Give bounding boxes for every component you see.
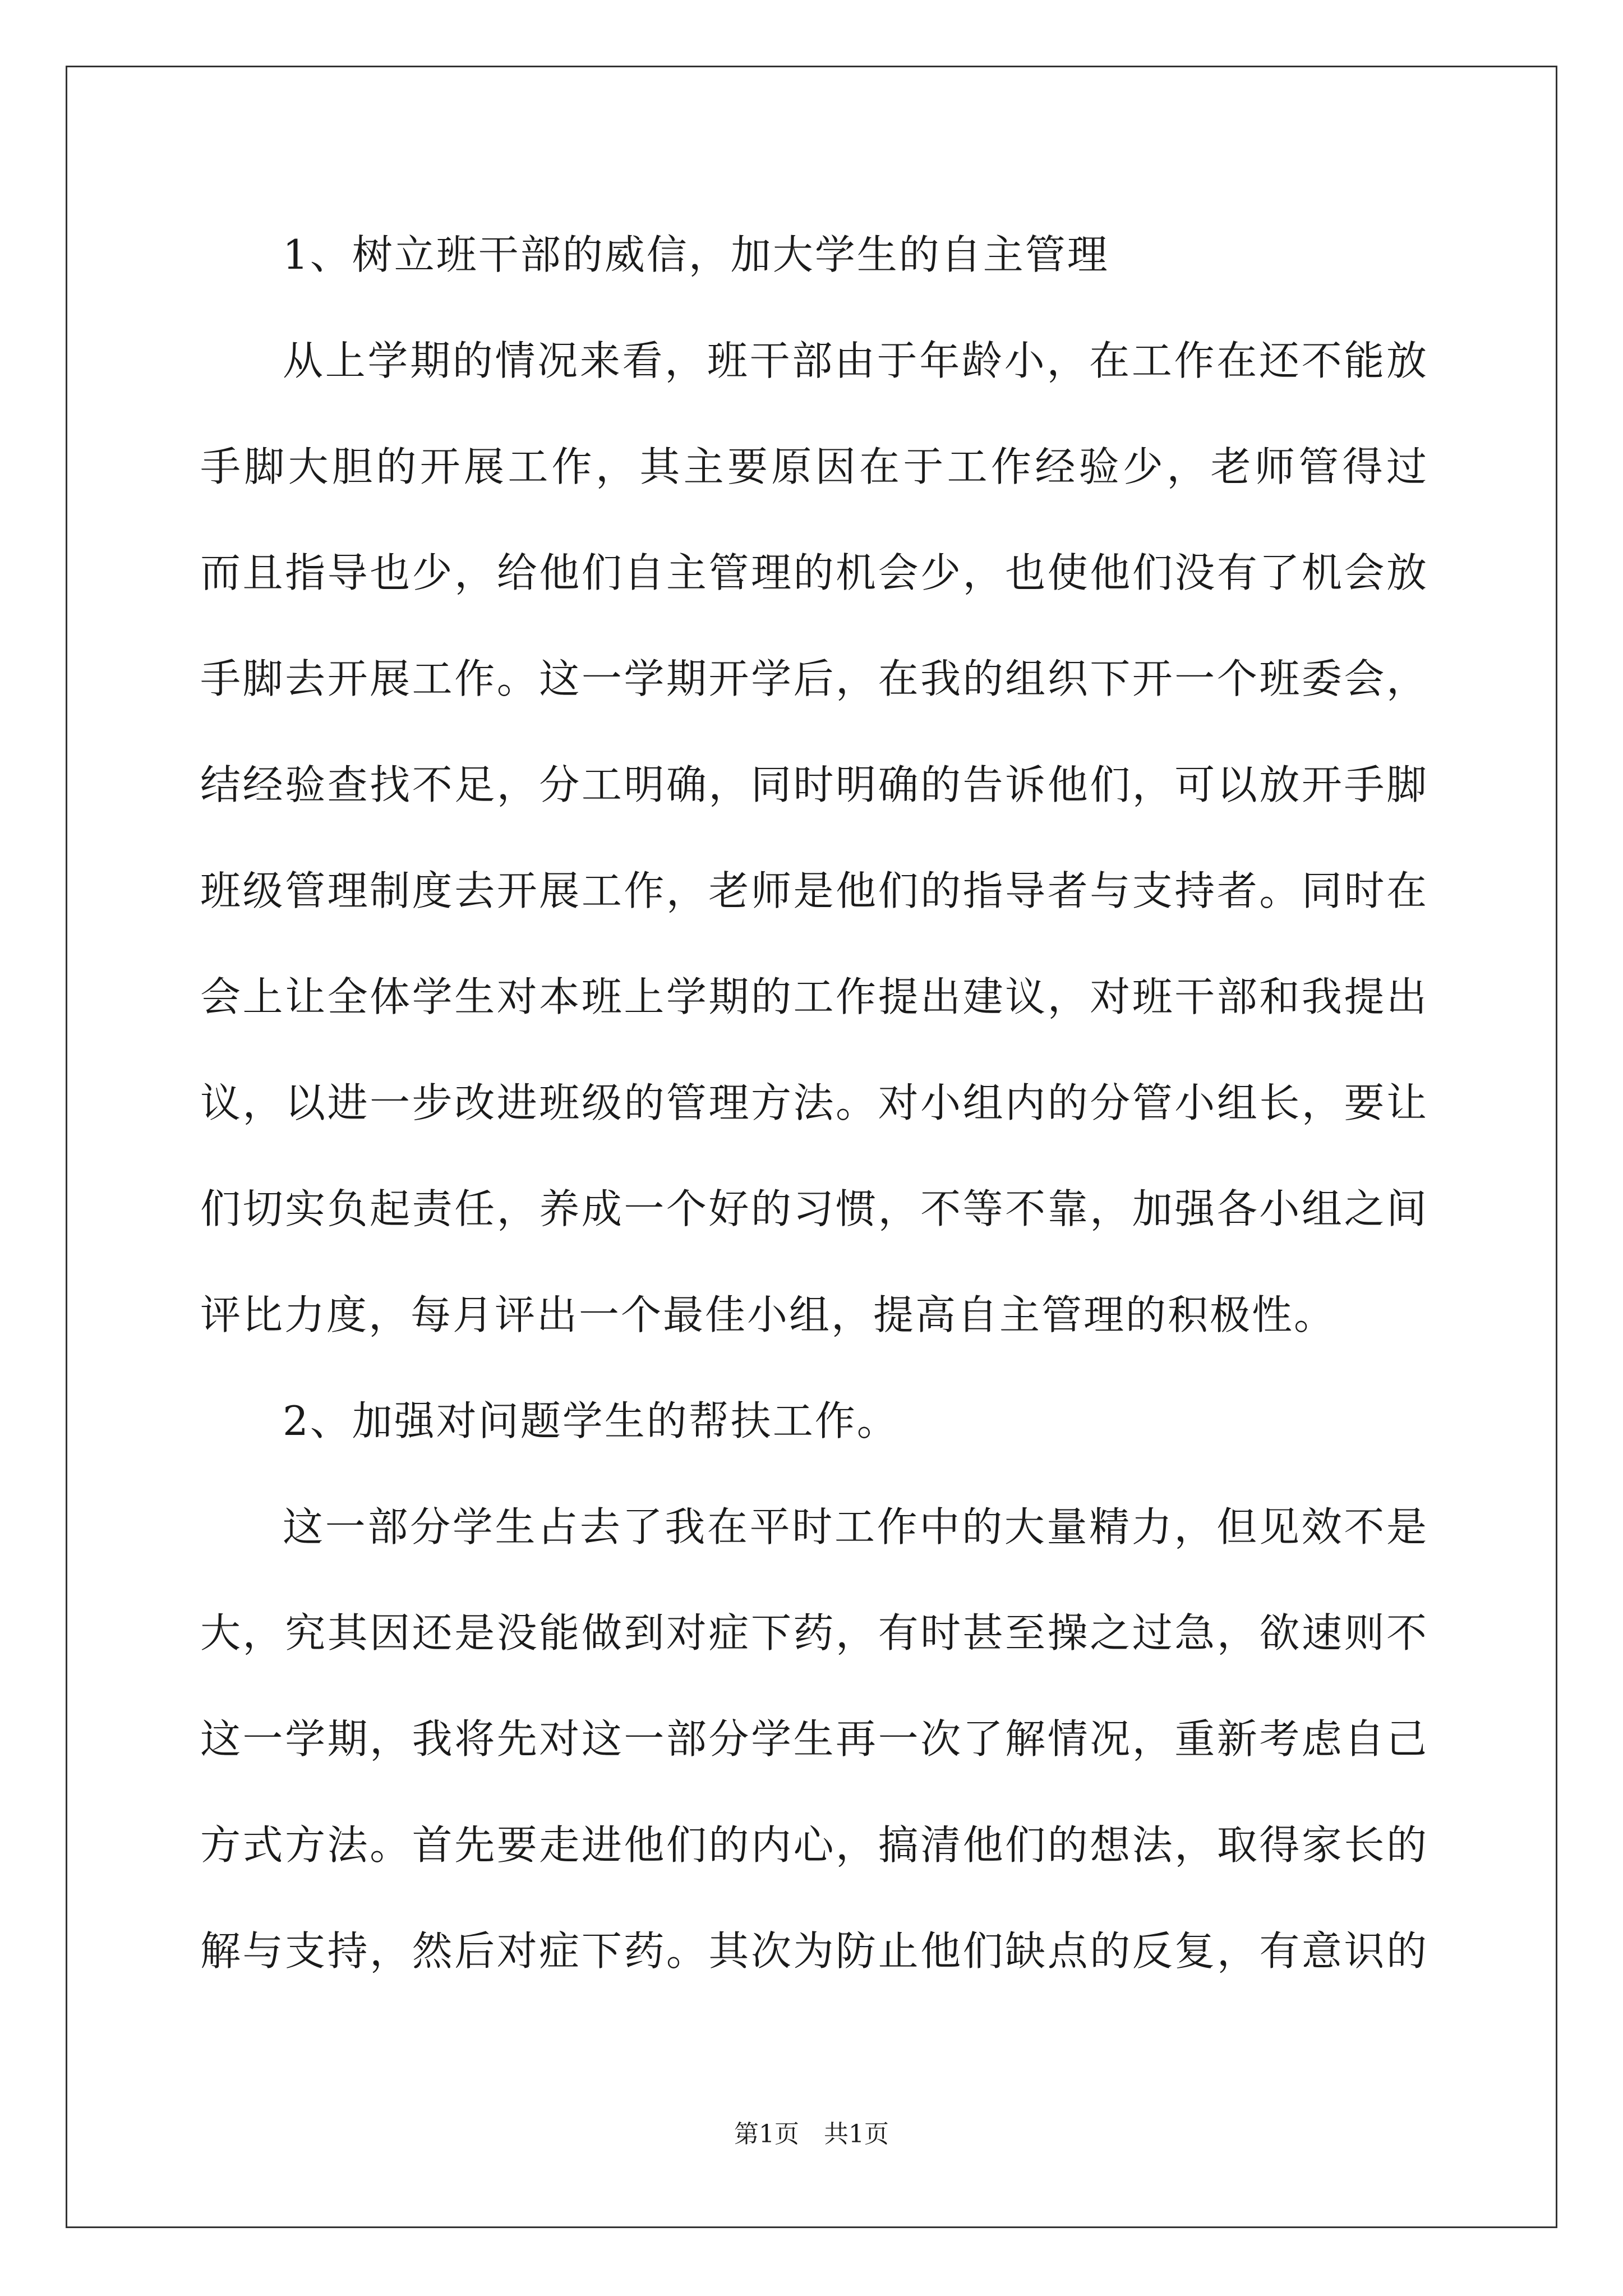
document-line: 结经验查找不足，分工明确，同时明确的告诉他们，可以放开手脚 (200, 761, 1428, 808)
document-line: 议，以进一步改进班级的管理方法。对小组内的分管小组长，要让 (200, 1079, 1428, 1126)
document-body (200, 202, 1428, 2004)
document-line: 这一学期，我将先对这一部分学生再一次了解情况，重新考虑自己 (200, 1715, 1428, 1763)
document-line: 1、树立班干部的威信，加大学生的自主管理 (283, 231, 1109, 278)
document-line: 方式方法。首先要走进他们的内心，搞清他们的想法，取得家长的 (200, 1821, 1428, 1869)
document-line: 手脚去开展工作。这一学期开学后，在我的组织下开一个班委会， (200, 655, 1428, 702)
document-line: 2、加强对问题学生的帮扶工作。 (283, 1397, 899, 1444)
page-number-label: 第1页 共1页 (734, 2120, 889, 2148)
document-line: 班级管理制度去开展工作，老师是他们的指导者与支持者。同时在 (200, 867, 1428, 914)
document-line: 会上让全体学生对本班上学期的工作提出建议，对班干部和我提出 (200, 973, 1428, 1020)
document-line: 解与支持，然后对症下药。其次为防止他们缺点的反复，有意识的 (200, 1927, 1428, 1975)
document-line: 而且指导也少，给他们自主管理的机会少，也使他们没有了机会放 (200, 549, 1428, 596)
document-line: 这一部分学生占去了我在平时工作中的大量精力，但见效不是 (283, 1503, 1428, 1550)
document-line: 评比力度，每月评出一个最佳小组，提高自主管理的积极性。 (200, 1291, 1336, 1338)
document-line: 大，究其因还是没能做到对症下药，有时甚至操之过急，欲速则不 (200, 1609, 1428, 1657)
document-line: 从上学期的情况来看，班干部由于年龄小，在工作在还不能放 (283, 337, 1428, 384)
document-line: 手脚大胆的开展工作，其主要原因在于工作经验少，老师管得过 (200, 443, 1428, 490)
document-line: 们切实负起责任，养成一个好的习惯，不等不靠，加强各小组之间 (200, 1185, 1428, 1232)
page-footer (0, 2118, 1623, 2151)
